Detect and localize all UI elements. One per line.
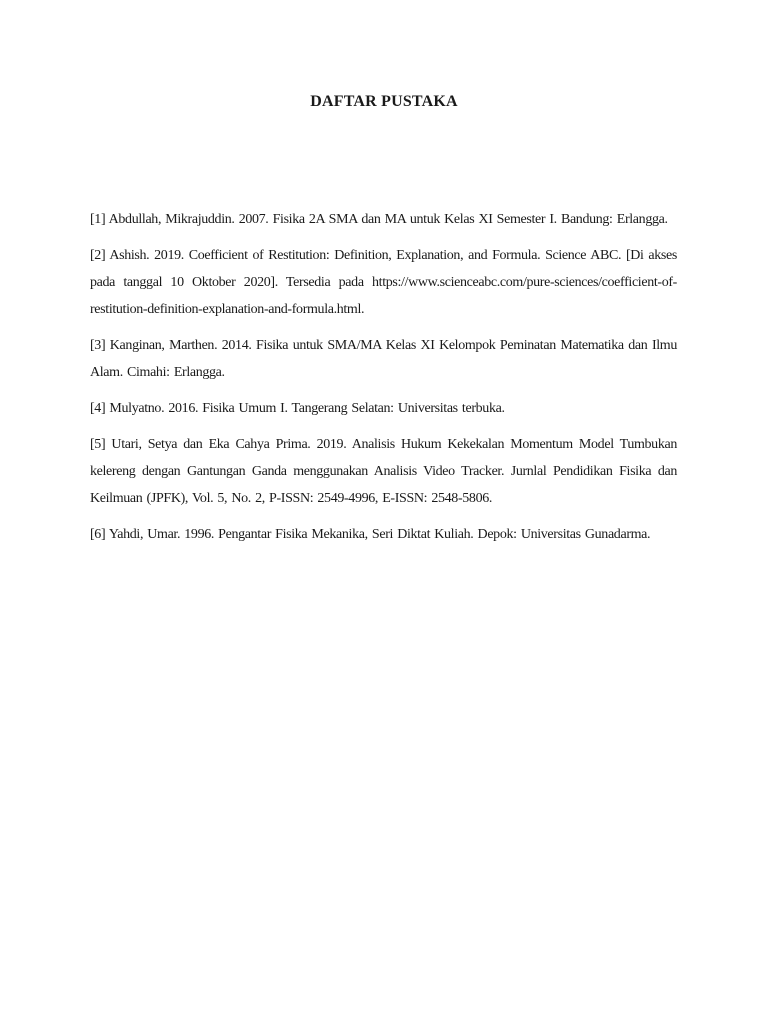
reference-item-5: [5] Utari, Setya dan Eka Cahya Prima. 2019. Analisis Hukum Kekekalan Momentum Model Tumbukan kelereng dengan Gantungan Ganda menggunakan Analisis Video Tracker. Jurnlal Pendidikan Fisika dan Keilmuan (JPFK), Vol. 5, No. 2, P-ISSN: 2549-4996, E-ISSN: 2548-5806. — [90, 437, 677, 506]
reference-list — [90, 206, 677, 557]
reference-item-6: [6] Yahdi, Umar. 1996. Pengantar Fisika Mekanika, Seri Diktat Kuliah. Depok: Universitas Gunadarma. — [90, 527, 651, 542]
reference-item-1: [1] Abdullah, Mikrajuddin. 2007. Fisika 2A SMA dan MA untuk Kelas XI Semester I. Bandung: Erlangga. — [90, 212, 668, 227]
reference-item-2: [2] Ashish. 2019. Coefficient of Restitution: Definition, Explanation, and Formula. Science ABC. [Di akses pada tanggal 10 Oktober 2020]. Tersedia pada https://www.scienceabc.com/pure-sciences/coefficient-of-restitution-definition-explanation-and-formula.html. — [90, 248, 677, 317]
reference-item-3: [3] Kanginan, Marthen. 2014. Fisika untuk SMA/MA Kelas XI Kelompok Peminatan Matematika dan Ilmu Alam. Cimahi: Erlangga. — [90, 338, 677, 380]
page-title: DAFTAR PUSTAKA — [310, 93, 458, 110]
reference-item-4: [4] Mulyatno. 2016. Fisika Umum I. Tangerang Selatan: Universitas terbuka. — [90, 401, 505, 416]
